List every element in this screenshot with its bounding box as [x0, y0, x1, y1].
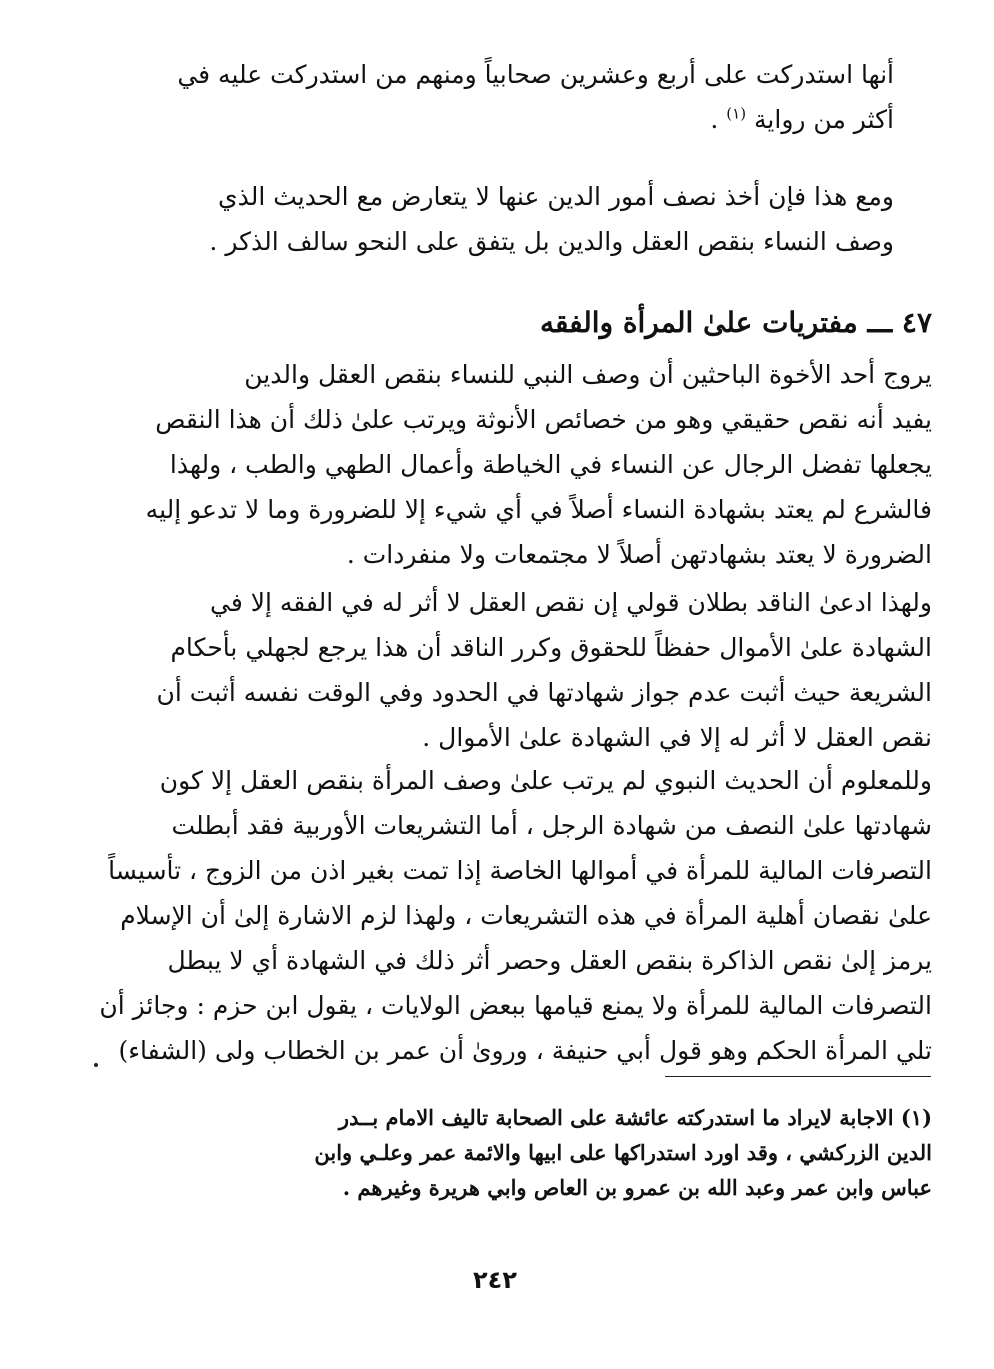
text-line: الشهادة علىٰ الأموال حفظاً للحقوق وكرر الناقد أن هذا يرجع لجهلي بأحكام	[170, 633, 932, 662]
text-line	[52, 97, 894, 142]
text-line: نقص العقل لا أثر له إلا في الشهادة علىٰ الأموال .	[422, 723, 932, 752]
text-line: ومع هذا فإن أخذ نصف أمور الدين عنها لا يتعارض مع الحديث الذي	[218, 182, 894, 211]
footnote-separator	[665, 1076, 931, 1077]
text-line: شهادتها علىٰ النصف من شهادة الرجل ، أما التشريعات الأوربية فقد أبطلت	[171, 811, 932, 840]
section-paragraph-2	[90, 580, 932, 760]
text-line: الشريعة حيث أثبت عدم جواز شهادتها في الحدود وفي الوقت نفسه أثبت أن	[156, 678, 932, 707]
text-line: يروج أحد الأخوة الباحثين أن وصف النبي للنساء بنقص العقل والدين	[244, 360, 932, 389]
text-line: يرمز إلىٰ نقص الذاكرة بنقص العقل وحصر أثر ذلك في الشهادة أي لا يبطل	[167, 946, 932, 975]
text-line: ولهذا ادعىٰ الناقد بطلان قولي إن نقص العقل لا أثر له في الفقه إلا في	[210, 588, 932, 617]
second-paragraph	[52, 174, 894, 264]
page-number: ٢٤٢	[473, 1266, 517, 1294]
text-line: وللمعلوم أن الحديث النبوي لم يرتب علىٰ وصف المرأة بنقص العقل إلا كون	[159, 766, 932, 795]
text-line: فالشرع لم يعتد بشهادة النساء أصلاً في أي شيء إلا للضرورة وما لا تدعو إليه	[145, 495, 932, 524]
text-line: الضرورة لا يعتد بشهادتهن أصلاً لا مجتمعات ولا منفردات .	[346, 540, 932, 569]
text-fragment: .	[710, 105, 719, 134]
text-fragment: أكثر من رواية	[754, 105, 894, 134]
text-line: يفيد أنه نقص حقيقي وهو من خصائص الأنوثة ويرتب علىٰ ذلك أن هذا النقص	[155, 405, 932, 434]
footnote-reference: (١)	[726, 104, 747, 123]
text-line: تلي المرأة الحكم وهو قول أبي حنيفة ، وروىٰ أن عمر بن الخطاب ولى (الشفاء)	[118, 1036, 932, 1065]
footnote	[100, 1100, 932, 1205]
footnote-line: (١) الاجابة لايراد ما استدركته عائشة على الصحابة تاليف الامام بــدر	[338, 1105, 932, 1130]
section-paragraph-3	[90, 758, 932, 1073]
footnote-line: عباس وابن عمر وعبد الله بن عمرو بن العاص وابي هريرة وغيرهم .	[342, 1175, 932, 1200]
text-line: التصرفات المالية للمرأة ولا يمنع قيامها ببعض الولايات ، يقول ابن حزم : وجائز أن	[99, 991, 932, 1020]
text-line: علىٰ نقصان أهلية المرأة في هذه التشريعات ، ولهذا لزم الاشارة إلىٰ أن الإسلام	[120, 901, 932, 930]
top-paragraph	[52, 52, 894, 142]
text-line: أنها استدركت على أربع وعشرين صحابياً ومنهم من استدركت عليه في	[177, 60, 894, 89]
text-line: التصرفات المالية للمرأة في أموالها الخاصة إذا تمت بغير اذن من الزوج ، تأسيساً	[108, 856, 932, 885]
footnote-line: الدين الزركشي ، وقد اورد استدراكها على ابيها والائمة عمر وعلـي وابن	[314, 1140, 932, 1165]
section-heading: ٤٧ ـــ مفتريات علىٰ المرأة والفقه	[539, 306, 932, 339]
text-line: وصف النساء بنقص العقل والدين بل يتفق على النحو سالف الذكر .	[209, 227, 894, 256]
text-line: يجعلها تفضل الرجال عن النساء في الخياطة وأعمال الطهي والطب ، ولهذا	[169, 450, 932, 479]
section-paragraph-1	[90, 352, 932, 577]
stray-mark	[94, 1063, 98, 1067]
